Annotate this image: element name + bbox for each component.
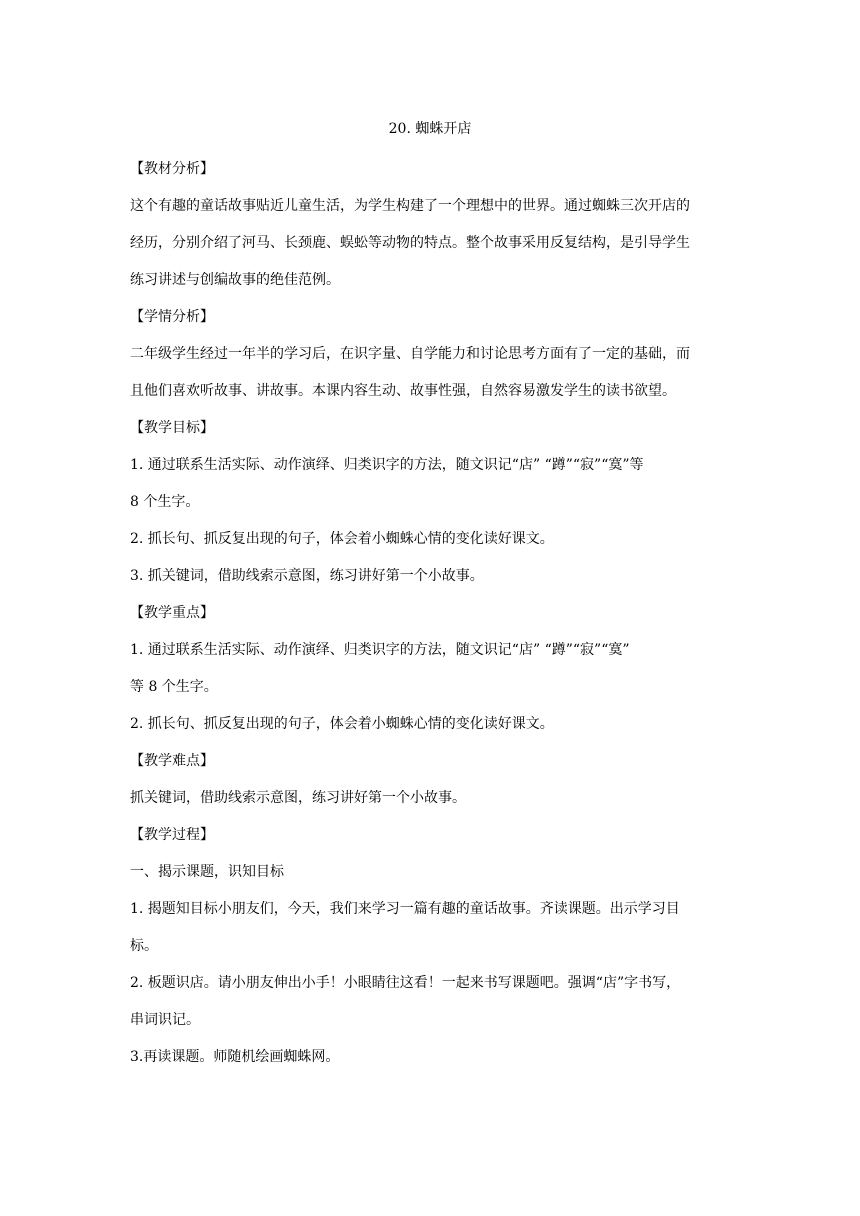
list-item-continuation: 标。 <box>130 938 158 954</box>
section-student-analysis <box>130 299 730 410</box>
list-item: 3. 抓关键词，借助线索示意图，练习讲好第一个小故事。 <box>130 568 484 584</box>
list-item: 1. 揭题知目标小朋友们，今天，我们来学习一篇有趣的童话故事。齐读课题。出示学习目 <box>130 901 680 917</box>
paragraph-line: 二年级学生经过一年半的学习后，在识字量、自学能力和讨论思考方面有了一定的基础，而 <box>130 346 690 362</box>
list-item: 1. 通过联系生活实际、动作演绎、归类识字的方法，随文识记“店” “蹲”“寂”“寞” <box>130 642 630 658</box>
section-heading: 【教学难点】 <box>130 753 214 769</box>
section-textbook-analysis <box>130 151 730 299</box>
section-teaching-process <box>130 817 730 1076</box>
paragraph-line: 练习讲述与创编故事的绝佳范例。 <box>130 272 340 288</box>
document-title: 20. 蜘蛛开店 <box>388 121 472 137</box>
document-page <box>130 115 730 1076</box>
paragraph-line: 且他们喜欢听故事、讲故事。本课内容生动、故事性强，自然容易激发学生的读书欲望。 <box>130 383 676 399</box>
list-item: 2. 板题识店。请小朋友伸出小手！小眼睛往这看！一起来书写课题吧。强调“店”字书写， <box>130 975 681 991</box>
list-item: 1. 通过联系生活实际、动作演绎、归类识字的方法，随文识记“店” “蹲”“寂”“寞”等 <box>130 457 644 473</box>
section-heading: 【教学目标】 <box>130 420 214 436</box>
section-heading: 【教材分析】 <box>130 161 214 177</box>
list-item: 2. 抓长句、抓反复出现的句子，体会着小蜘蛛心情的变化读好课文。 <box>130 531 554 547</box>
paragraph-line: 这个有趣的童话故事贴近儿童生活，为学生构建了一个理想中的世界。通过蜘蛛三次开店的 <box>130 198 690 214</box>
section-teaching-goals <box>130 410 730 595</box>
list-item-continuation: 串词识记。 <box>130 1012 200 1028</box>
paragraph-line: 抓关键词，借助线索示意图，练习讲好第一个小故事。 <box>130 790 466 806</box>
section-teaching-focus <box>130 595 730 743</box>
list-item-continuation: 8 个生字。 <box>130 494 200 510</box>
list-item: 3.再读课题。师随机绘画蜘蛛网。 <box>130 1049 340 1065</box>
list-item: 2. 抓长句、抓反复出现的句子，体会着小蜘蛛心情的变化读好课文。 <box>130 716 554 732</box>
list-item-continuation: 等 8 个生字。 <box>130 679 218 695</box>
subsection-heading: 一、揭示课题，识知目标 <box>130 864 284 880</box>
section-teaching-difficulty <box>130 743 730 817</box>
paragraph-line: 经历，分别介绍了河马、长颈鹿、蜈蚣等动物的特点。整个故事采用反复结构，是引导学生 <box>130 235 690 251</box>
section-heading: 【学情分析】 <box>130 309 214 325</box>
section-heading: 【教学重点】 <box>130 605 214 621</box>
section-heading: 【教学过程】 <box>130 827 214 843</box>
